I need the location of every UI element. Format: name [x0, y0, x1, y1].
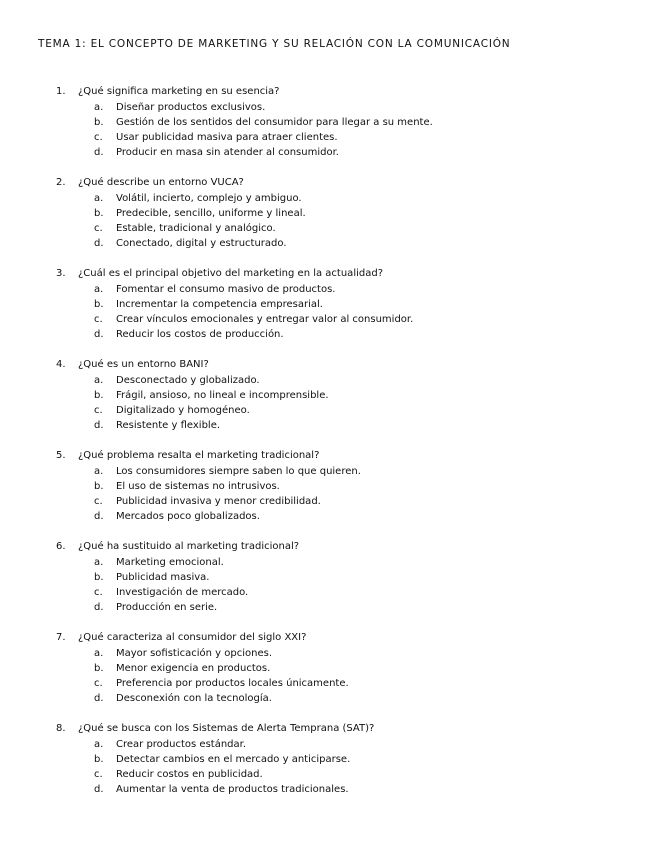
answer-option: [94, 481, 280, 492]
question-number: 3.: [56, 268, 66, 279]
option-letter: c.: [94, 678, 103, 689]
answer-option: [94, 193, 302, 204]
answer-option: [94, 784, 349, 795]
option-text: Digitalizado y homogéneo.: [116, 405, 250, 416]
answer-option: [94, 390, 329, 401]
option-letter: c.: [94, 314, 103, 325]
question-text: ¿Qué caracteriza al consumidor del siglo XXI?: [78, 632, 307, 643]
option-letter: c.: [94, 587, 103, 598]
answer-option: [94, 405, 250, 416]
option-text: Desconectado y globalizado.: [116, 375, 260, 386]
option-letter: c.: [94, 496, 103, 507]
question-item: [0, 86, 655, 177]
answer-option: [94, 329, 284, 340]
question-text: ¿Qué significa marketing en su esencia?: [78, 86, 280, 97]
option-text: Mercados poco globalizados.: [116, 511, 260, 522]
option-letter: a.: [94, 466, 104, 477]
option-letter: a.: [94, 284, 104, 295]
page-title: TEMA 1: EL CONCEPTO DE MARKETING Y SU RELACIÓN CON LA COMUNICACIÓN: [38, 38, 511, 50]
answer-option: [94, 102, 265, 113]
answer-option: [94, 132, 338, 143]
answer-option: [94, 284, 335, 295]
answer-option: [94, 223, 276, 234]
option-text: Resistente y flexible.: [116, 420, 221, 431]
option-text: Estable, tradicional y analógico.: [116, 223, 276, 234]
option-text: Desconexión con la tecnología.: [116, 693, 272, 704]
option-letter: b.: [94, 572, 104, 583]
option-letter: c.: [94, 132, 103, 143]
option-letter: d.: [94, 238, 104, 249]
question-item: [0, 359, 655, 450]
option-letter: d.: [94, 511, 104, 522]
question-item: [0, 177, 655, 268]
answer-option: [94, 663, 270, 674]
option-letter: d.: [94, 784, 104, 795]
option-text: Frágil, ansioso, no lineal e incomprensible.: [116, 390, 329, 401]
question-item: [0, 268, 655, 359]
question-item: [0, 450, 655, 541]
option-letter: b.: [94, 117, 104, 128]
option-letter: a.: [94, 557, 104, 568]
option-text: Usar publicidad masiva para atraer clientes.: [116, 132, 338, 143]
answer-option: [94, 648, 272, 659]
option-text: Investigación de mercado.: [116, 587, 249, 598]
option-letter: b.: [94, 754, 104, 765]
answer-option: [94, 117, 433, 128]
option-letter: a.: [94, 102, 104, 113]
option-letter: b.: [94, 481, 104, 492]
option-text: Los consumidores siempre saben lo que quieren.: [116, 466, 361, 477]
question-text: ¿Qué ha sustituido al marketing tradicional?: [78, 541, 300, 552]
answer-option: [94, 754, 350, 765]
option-text: Publicidad invasiva y menor credibilidad.: [116, 496, 321, 507]
option-text: Diseñar productos exclusivos.: [116, 102, 266, 113]
option-letter: c.: [94, 769, 103, 780]
option-letter: b.: [94, 663, 104, 674]
question-list: [0, 86, 655, 814]
option-letter: a.: [94, 193, 104, 204]
option-text: Crear vínculos emocionales y entregar valor al consumidor.: [116, 314, 414, 325]
answer-option: [94, 587, 248, 598]
option-letter: d.: [94, 329, 104, 340]
option-text: Conectado, digital y estructurado.: [116, 238, 287, 249]
answer-option: [94, 739, 246, 750]
option-letter: d.: [94, 693, 104, 704]
option-letter: a.: [94, 648, 104, 659]
option-letter: d.: [94, 420, 104, 431]
option-text: Crear productos estándar.: [116, 739, 247, 750]
option-text: Menor exigencia en productos.: [116, 663, 271, 674]
answer-option: [94, 678, 349, 689]
question-text: ¿Qué problema resalta el marketing tradicional?: [78, 450, 320, 461]
question-text: ¿Cuál es el principal objetivo del marketing en la actualidad?: [78, 268, 383, 279]
option-text: Reducir los costos de producción.: [116, 329, 284, 340]
question-number: 2.: [56, 177, 66, 188]
option-text: Aumentar la venta de productos tradicionales.: [116, 784, 349, 795]
answer-option: [94, 375, 260, 386]
option-text: Detectar cambios en el mercado y anticiparse.: [116, 754, 351, 765]
answer-option: [94, 769, 263, 780]
question-text: ¿Qué es un entorno BANI?: [78, 359, 209, 370]
option-text: Incrementar la competencia empresarial.: [116, 299, 323, 310]
question-number: 5.: [56, 450, 66, 461]
option-text: Preferencia por productos locales únicamente.: [116, 678, 349, 689]
question-number: 8.: [56, 723, 66, 734]
option-text: El uso de sistemas no intrusivos.: [116, 481, 280, 492]
option-letter: c.: [94, 223, 103, 234]
question-item: [0, 541, 655, 632]
option-text: Predecible, sencillo, uniforme y lineal.: [116, 208, 306, 219]
option-letter: c.: [94, 405, 103, 416]
answer-option: [94, 496, 321, 507]
option-text: Fomentar el consumo masivo de productos.: [116, 284, 336, 295]
option-text: Producir en masa sin atender al consumidor.: [116, 147, 339, 158]
answer-option: [94, 238, 287, 249]
option-letter: d.: [94, 602, 104, 613]
option-text: Producción en serie.: [116, 602, 218, 613]
answer-option: [94, 557, 224, 568]
answer-option: [94, 420, 220, 431]
question-text: ¿Qué describe un entorno VUCA?: [78, 177, 244, 188]
option-text: Gestión de los sentidos del consumidor para llegar a su mente.: [116, 117, 433, 128]
option-letter: a.: [94, 375, 104, 386]
option-letter: a.: [94, 739, 104, 750]
option-text: Marketing emocional.: [116, 557, 224, 568]
answer-option: [94, 602, 217, 613]
answer-option: [94, 208, 306, 219]
question-number: 1.: [56, 86, 66, 97]
answer-option: [94, 314, 413, 325]
question-item: [0, 632, 655, 723]
option-letter: d.: [94, 147, 104, 158]
option-text: Volátil, incierto, complejo y ambiguo.: [116, 193, 302, 204]
option-text: Publicidad masiva.: [116, 572, 210, 583]
option-letter: b.: [94, 208, 104, 219]
question-number: 6.: [56, 541, 66, 552]
question-number: 7.: [56, 632, 66, 643]
answer-option: [94, 511, 260, 522]
question-item: [0, 723, 655, 814]
option-letter: b.: [94, 299, 104, 310]
answer-option: [94, 693, 272, 704]
option-text: Reducir costos en publicidad.: [116, 769, 263, 780]
option-text: Mayor sofisticación y opciones.: [116, 648, 272, 659]
question-text: ¿Qué se busca con los Sistemas de Alerta Temprana (SAT)?: [78, 723, 375, 734]
answer-option: [94, 299, 323, 310]
answer-option: [94, 466, 361, 477]
answer-option: [94, 147, 339, 158]
answer-option: [94, 572, 209, 583]
option-letter: b.: [94, 390, 104, 401]
question-number: 4.: [56, 359, 66, 370]
